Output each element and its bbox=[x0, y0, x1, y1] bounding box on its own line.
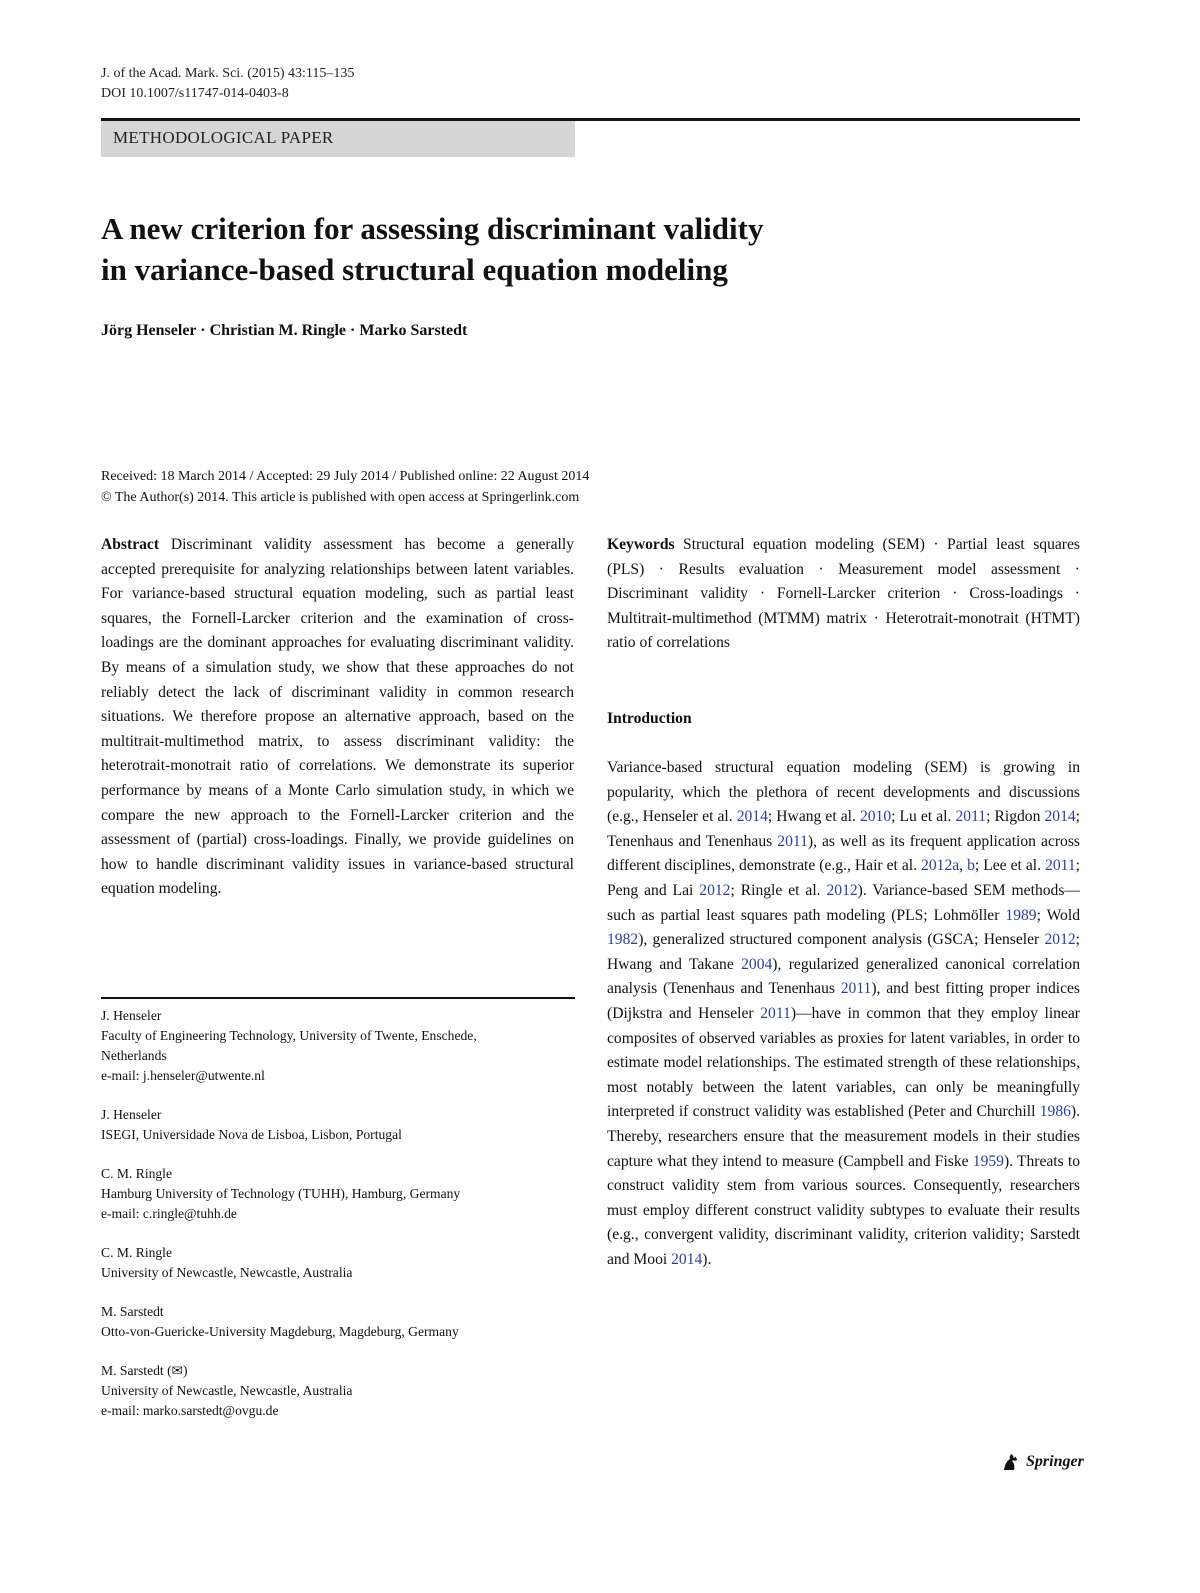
doi: DOI 10.1007/s11747-014-0403-8 bbox=[101, 86, 289, 101]
journal-info bbox=[101, 64, 354, 104]
affiliation bbox=[101, 1243, 575, 1283]
affiliation-email[interactable]: e-mail: marko.sarstedt@ovgu.de bbox=[101, 1403, 279, 1418]
intro-text-segment: ), generalized structured component analysis (GSCA; Henseler bbox=[638, 931, 1045, 949]
intro-text-segment: , bbox=[959, 857, 968, 875]
affiliation-name: M. Sarstedt (✉) bbox=[101, 1363, 188, 1378]
intro-text-segment: ). Threats to construct validity stem from various sources. Consequently, researchers must employ different construct validity subtypes to evaluate their results (e.g., convergent validity, discriminant validity, criterion validity; Sarstedt and Mooi bbox=[607, 1152, 1080, 1268]
affiliation-email[interactable]: e-mail: c.ringle@tuhh.de bbox=[101, 1206, 237, 1221]
intro-text-segment: Variance-based structural equation modeling (SEM) is growing in popularity, which the plethora of recent developments and discussions (e.g., Henseler et al. bbox=[607, 759, 1080, 826]
affiliation bbox=[101, 1105, 575, 1145]
affiliation-rule bbox=[101, 997, 575, 999]
affiliation-name: J. Henseler bbox=[101, 1008, 162, 1023]
affiliation-line: Netherlands bbox=[101, 1048, 167, 1063]
intro-text-segment: ), and best fitting proper indices (Dijkstra and Henseler bbox=[607, 980, 1080, 1022]
citation-link[interactable]: 2014 bbox=[671, 1250, 703, 1268]
affiliation bbox=[101, 1361, 575, 1421]
citation-link[interactable]: 1959 bbox=[972, 1152, 1004, 1170]
affiliation-name: J. Henseler bbox=[101, 1107, 162, 1122]
copyright-line: © The Author(s) 2014. This article is published with open access at Springerlink.com bbox=[101, 490, 580, 505]
title-line-1: A new criterion for assessing discriminant validity bbox=[101, 211, 764, 246]
citation-link[interactable]: 2012 bbox=[699, 881, 731, 899]
article-title bbox=[101, 208, 1081, 290]
authors: Jörg Henseler · Christian M. Ringle · Marko Sarstedt bbox=[101, 322, 468, 339]
section-label: METHODOLOGICAL PAPER bbox=[101, 121, 575, 157]
introduction-text bbox=[607, 756, 1080, 1272]
citation-link[interactable]: 2014 bbox=[736, 808, 768, 826]
affiliation bbox=[101, 1006, 575, 1086]
affiliations bbox=[101, 1006, 575, 1440]
affiliation-email[interactable]: e-mail: j.henseler@utwente.nl bbox=[101, 1068, 265, 1083]
affiliation-line: Otto-von-Guericke-University Magdeburg, Magdeburg, Germany bbox=[101, 1324, 459, 1339]
keywords bbox=[607, 533, 1080, 656]
intro-text-segment: ; Wold bbox=[1036, 906, 1080, 924]
abstract-text: Discriminant validity assessment has become a generally accepted prerequisite for analyzing relationships between latent variables. For variance-based structural equation modeling, such as partial least squares, the Fornell-Larcker criterion and the examination of cross-loadings are the dominant approaches for evaluating discriminant validity. By means of a simulation study, we show that these approaches do not reliably detect the lack of discriminant validity in common research situations. We therefore propose an alternative approach, based on the multitrait-multimethod matrix, to assess discriminant validity: the heterotrait-monotrait ratio of correlations. We demonstrate its superior performance by means of a Monte Carlo simulation study, in which we compare the new approach to the Fornell-Larcker criterion and the assessment of (partial) cross-loadings. Finally, we provide guidelines on how to handle discriminant validity issues in variance-based structural equation modeling. bbox=[101, 536, 574, 898]
affiliation-line: Hamburg University of Technology (TUHH), Hamburg, Germany bbox=[101, 1186, 461, 1201]
intro-text-segment: ). Thereby, researchers ensure that the measurement models in their studies capture what they intend to measure (Campbell and Fiske bbox=[607, 1103, 1080, 1170]
affiliation bbox=[101, 1164, 575, 1224]
intro-text-segment: ), as well as its frequent application across different disciplines, demonstrate (e.g., Hair et al. bbox=[607, 832, 1080, 875]
intro-text-segment: ), regularized generalized canonical correlation analysis (Tenenhaus and Tenenhaus bbox=[607, 955, 1080, 998]
citation-link[interactable]: 2004 bbox=[741, 955, 773, 973]
affiliation bbox=[101, 1302, 575, 1342]
publisher-logo bbox=[1000, 1451, 1084, 1473]
affiliation-name: C. M. Ringle bbox=[101, 1245, 172, 1260]
citation-link[interactable]: 1989 bbox=[1005, 906, 1037, 924]
intro-text-segment: ; Hwang and Takane bbox=[607, 931, 1080, 973]
intro-text-segment: ). Variance-based SEM methods—such as partial least squares path modeling (PLS; Lohmöller bbox=[607, 881, 1080, 924]
affiliation-line: University of Newcastle, Newcastle, Australia bbox=[101, 1383, 353, 1398]
citation-link[interactable]: b bbox=[967, 857, 975, 875]
publication-dates bbox=[101, 466, 589, 508]
affiliation-name: M. Sarstedt bbox=[101, 1304, 164, 1319]
keywords-text: Structural equation modeling (SEM) · Partial least squares (PLS) · Results evaluation · Measurement model assessment · Discriminant validity · Fornell-Larcker criterion · Cross-loadings · Multitrait-multimethod (MTMM) matrix · Heterotrait-monotrait (HTMT) ratio of correlations bbox=[607, 536, 1080, 652]
intro-text-segment: ; Hwang et al. bbox=[767, 808, 860, 826]
publisher-name: Springer bbox=[1026, 1453, 1084, 1470]
citation-link[interactable]: 2012a bbox=[921, 857, 960, 875]
citation-link[interactable]: 2010 bbox=[859, 808, 892, 826]
affiliation-line: University of Newcastle, Newcastle, Australia bbox=[101, 1265, 353, 1280]
citation-link[interactable]: 2011 bbox=[955, 808, 987, 826]
dates-line: Received: 18 March 2014 / Accepted: 29 July 2014 / Published online: 22 August 2014 bbox=[101, 469, 590, 484]
springer-horse-icon bbox=[1000, 1451, 1022, 1473]
citation-link[interactable]: 2011 bbox=[840, 980, 872, 998]
citation-link[interactable]: 1982 bbox=[607, 931, 639, 949]
intro-text-segment: ; Tenenhaus and Tenenhaus bbox=[607, 808, 1080, 850]
abstract-label: Abstract bbox=[101, 536, 160, 553]
journal-citation: J. of the Acad. Mark. Sci. (2015) 43:115–135 bbox=[101, 66, 355, 81]
keywords-label: Keywords bbox=[607, 536, 675, 553]
citation-link[interactable]: 2011 bbox=[777, 832, 808, 850]
intro-text-segment: ). bbox=[702, 1250, 712, 1268]
introduction-heading: Introduction bbox=[607, 710, 692, 727]
intro-text-segment: )—have in common that they employ linear composites of observed variables as proxies for latent variables, in order to estimate model relationships. The estimated strength of these relationships, most notably between the latent variables, can only be meaningfully interpreted if construct validity was established (Peter and Churchill bbox=[607, 1004, 1080, 1121]
intro-text-segment: ; Ringle et al. bbox=[730, 881, 827, 899]
affiliation-line: Faculty of Engineering Technology, University of Twente, Enschede, bbox=[101, 1028, 477, 1043]
citation-link[interactable]: 2014 bbox=[1044, 808, 1076, 826]
title-line-2: in variance-based structural equation modeling bbox=[101, 252, 728, 287]
affiliation-name: C. M. Ringle bbox=[101, 1166, 172, 1181]
intro-text-segment: ; Rigdon bbox=[986, 808, 1045, 826]
citation-link[interactable]: 2011 bbox=[1045, 857, 1076, 875]
citation-link[interactable]: 2012 bbox=[826, 881, 858, 899]
intro-text-segment: ; Peng and Lai bbox=[607, 857, 1081, 899]
affiliation-line: ISEGI, Universidade Nova de Lisboa, Lisbon, Portugal bbox=[101, 1127, 402, 1142]
intro-text-segment: ; Lu et al. bbox=[891, 808, 956, 826]
citation-link[interactable]: 2012 bbox=[1044, 931, 1076, 949]
citation-link[interactable]: 2011 bbox=[760, 1004, 791, 1022]
abstract bbox=[101, 533, 574, 902]
citation-link[interactable]: 1986 bbox=[1039, 1103, 1071, 1121]
intro-text-segment: ; Lee et al. bbox=[974, 857, 1046, 875]
